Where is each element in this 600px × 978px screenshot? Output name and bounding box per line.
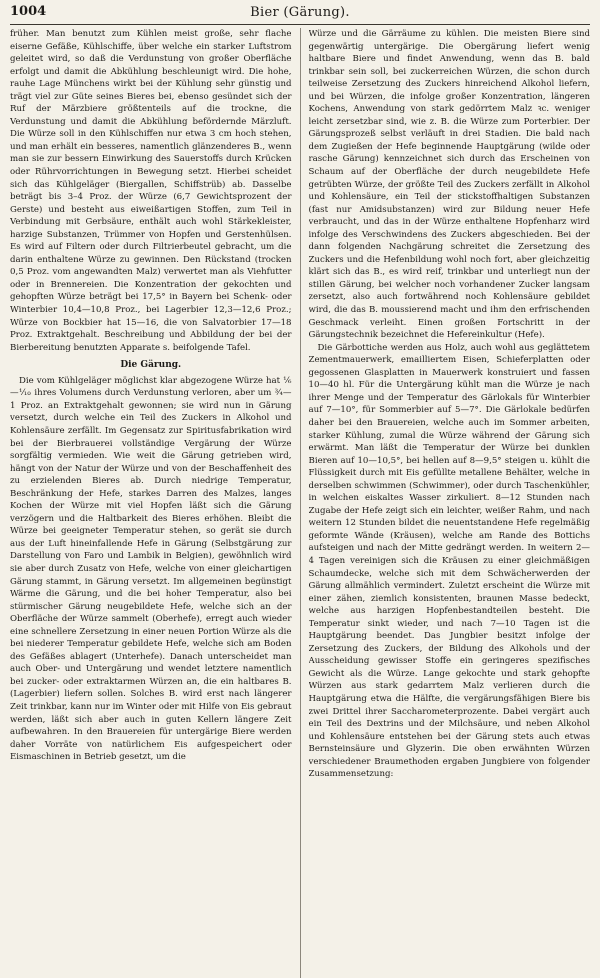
paragraph: Die vom Kühlgeläger möglichst klar abgezogene Würze hat ⅙—⅒ ihres Volumens durch Verdunstung verloren, aber um ¾—1 Proz. an Extraktgehalt gewonnen; sie wird nun in Gärung versetzt, durch welche ein Teil des Zuckers in Alkohol und Kohlensäure zerfällt. Im Gegensatz zur Spiritusfabrikation wird bei der Bierbrauerei vollständige Vergärung der Würze sorgfältig vermieden. Wie weit die Gärung getrieben wird, hängt von der Natur der Würze und von der Beschaffenheit des zu erzielenden Bieres ab. Durch niedrige Temperatur, Beschränkung der Hefe, starkes Darren des Malzes, langes Kochen der Würze mit viel Hopfen läßt sich die Gärung verzögern und die Haltbarkeit des Bieres erhöhen. Bleibt die Würze bei geeigneter Temperatur stehen, so gerät sie durch aus der Luft hineinfallende Hefe in Gärung (Selbstgärung zur Darstellung von Faro und Lambik in Belgien), gewöhnlich wird sie aber durch Zusatz von Hefe, welche von einer gleichartigen Gärung stammt, in Gärung versetzt. Im allgemeinen begünstigt Wärme die Gärung, und die bei hoher Temperatur, also bei stürmischer Gärung neugebildete Hefe, welche sich an der Oberfläche der Würze sammelt (Oberhefe), erregt auch wieder eine schnellere Zersetzung in einer neuen Portion Würze als die bei niederer Temperatur gebildete Hefe, welche sich am Boden des Gefäßes ablagert (Unterhefe). Danach unterscheidet man auch Ober- und Untergärung und wendet letztere namentlich bei zucker- oder extraktarmen Würzen an, die ein haltbares B. (Lagerbier) liefern sollen. Solches B. wird erst nach längerer Zeit trinkbar, kann nur im Winter oder mit Hilfe von Eis gebraut werden, läßt sich aber auch in guten Kellern längere Zeit aufbewahren. In den Brauereien für untergärige Biere werden daher Vorräte von natürlichem Eis aufgespeichert oder Eismaschinen in Betrieb gesetzt, um die bbox=[10, 375, 292, 763]
left-column bbox=[10, 28, 292, 978]
paragraph: Würze und die Gärräume zu kühlen. Die meisten Biere sind gegenwärtig untergärige. Die Obergärung liefert wenig haltbare Biere und findet Anwendung, wenn das B. bald trinkbar sein soll, bei zuckerreichen Würzen, die schon durch teilweise Zersetzung des Zuckers hinreichend Alkohol liefern, und bei Würzen, die infolge großer Konzentration, längeren Kochens, Anwendung von stark gedörrtem Malz ꝛc. weniger leicht zersetzbar sind, wie z. B. die Würze zum Porterbier. Der Gärungsprozeß selbst verläuft in drei Stadien. Die bald nach dem Zugießen der Hefe beginnende Hauptgärung (wilde oder rasche Gärung) kennzeichnet sich durch das Erscheinen von Schaum auf der Oberfläche der durch neugebildete Hefe getrübten Würze, der größte Teil des Zuckers zerfällt in Alkohol und Kohlensäure, ein Teil der stickstoffhaltigen Substanzen (fast nur Amidsubstanzen) wird zur Bildung neuer Hefe verbraucht, und das in der Würze enthaltene Hopfenharz wird infolge des Verschwindens des Zuckers abgeschieden. Bei der dann folgenden Nachgärung schreitet die Zersetzung des Zuckers und die Hefenbildung wohl noch fort, aber gleichzeitig klärt sich das B., es wird reif, trinkbar und unterliegt nun der stillen Gärung, bei welcher noch vorhandener Zucker langsam zersetzt, also auch fortwährend noch Kohlensäure gebildet wird, die das B. moussierend macht und ihm den erfrischenden Geschmack verleiht. Einen großen Fortschritt in der Gärungstechnik bezeichnet die Hefereinkultur (Hefe). bbox=[308, 29, 591, 341]
right-column bbox=[309, 28, 591, 978]
paragraph: früher. Man benutzt zum Kühlen meist große, sehr flache eiserne Gefäße, Kühlschiffe, über welche ein starker Luftstrom geleitet wird, so daß die Verdunstung von großer Oberfläche erfolgt und damit die Abkühlung beschleunigt wird. Die hohe, rauhe Lage Münchens wirkt bei der Kühlung sehr günstig und trägt viel zur Güte seines Bieres bei, ebenso gesündet sich der Ruf der Märzbiere größtenteils auf die trockne, die Verdunstung und damit die Abkühlung befördernde Märzluft. Die Würze soll in den Kühlschiffen nur etwa 3 cm hoch stehen, und man erhält ein besseres, namentlich glänzenderes B., wenn man sie zur bessern Einwirkung des Sauerstoffs durch Krücken oder Rührvorrichtungen in Bewegung setzt. Hierbei scheidet sich das Kühlgeläger (Biergallen, Schiffstrüb) ab. Dasselbe beträgt bis 3–4 Proz. der Würze (6,7 Gewichtsprozent der Gerste) und besteht aus eiweißartigen Stoffen, zum Teil in Verbindung mit Gerbsäure, enthält auch wohl Stärkekleister, harzige Substanzen, Trümmer von Hopfen und Gerstenhülsen. Es wird auf Filtern oder durch Filtrierbeutel gebracht, um die darin enthaltene Würze zu gewinnen. Den Rückstand (trocken 0,5 Proz. vom angewandten Malz) verwertet man als Viehfutter oder in Brennereien. Die Konzentration der gekochten und gehopften Würze beträgt bei 17,5° in Bayern bei Schenk- oder Winterbier 10,4—10,8 Proz., bei Lagerbier 12,3—12,6 Proz.; Würze von Bockbier hat 15—16, die von Salvatorbier 17—18 Proz. Extraktgehalt. Beschreibung und Abbildung der bei der Bierbereitung benutzten Apparate s. beifolgende Tafel. bbox=[10, 29, 292, 353]
page-header-title: Bier (Gärung). bbox=[250, 5, 350, 20]
paragraph: Die Gärbottiche werden aus Holz, auch wohl aus geglättetem Zementmauerwerk, emailliertem Eisen, Schieferplatten oder gegossenen Glasplatten in Mauerwerk konstruiert und fassen 10—40 hl. Für die Untergärung kühlt man die Würze je nach ihrer Menge und der Temperatur des Gärlokals für Winterbier auf 7—10°, für Sommerbier auf 5—7°. Die Gärlokale bedürfen daher bei den Brauereien, welche auch im Sommer arbeiten, starker Kühlung, zumal die Würze während der Gärung sich erwärmt. Man läßt die Temperatur der Würze bei dunklen Bieren auf 10—10,5°, bei hellen auf 8—9,5° steigen u. kühlt die Flüssigkeit durch mit Eis gefüllte metallene Behälter, welche in derselben schwimmen (Schwimmer), oder durch Taschenkühler, in welchen eiskaltes Wasser zirkuliert. 8—12 Stunden nach Zugabe der Hefe zeigt sich ein leichter, weißer Rahm, und nach weitern 12 Stunden bildet die neuentstandene Hefe regelmäßig geformte Wände (Kräusen), welche am Rande des Bottichs aufsteigen und nach der Mitte gedrängt werden. In weitern 2—4 Tagen vereinigen sich die Kräusen zu einer gleichmäßigen Schaumdecke, welche sich mit dem Schwächerwerden der Gärung allmählich vermindert. Zuletzt erscheint die Würze mit einer zähen, ziemlich konsistenten, braunen Masse bedeckt, welche aus harzigen Hopfenbestandteilen besteht. Die Temperatur sinkt wieder, und nach 7—10 Tagen ist die Hauptgärung beendet. Das Jungbier besitzt infolge der Zersetzung des Zuckers, der Bildung des Alkohols und der Ausscheidung gewisser Stoffe ein geringeres spezifisches Gewicht als die Würze. Lange gekochte und stark gehopfte Würzen aus stark gedarrtem Malz verlieren durch die Hauptgärung etwa die Hälfte, die vergärungsfähigen Biere bis zwei Drittel ihrer Saccharometerprozente. Dabei vergärt auch ein Teil des Dextrins und der Milchsäure, und neben Alkohol und Kohlensäure entstehen bei der Gärung stets auch etwas Bernsteinsäure und Glyzerin. Die oben erwähnten Würzen verschiedener Braumethoden ergaben Jungbiere von folgender Zusammensetzung: bbox=[308, 342, 591, 780]
two-column-body bbox=[10, 28, 590, 978]
column-divider bbox=[300, 28, 301, 978]
section-heading: Die Gärung. bbox=[120, 360, 182, 371]
running-head bbox=[10, 4, 590, 25]
page-number: 1004 bbox=[10, 4, 47, 19]
